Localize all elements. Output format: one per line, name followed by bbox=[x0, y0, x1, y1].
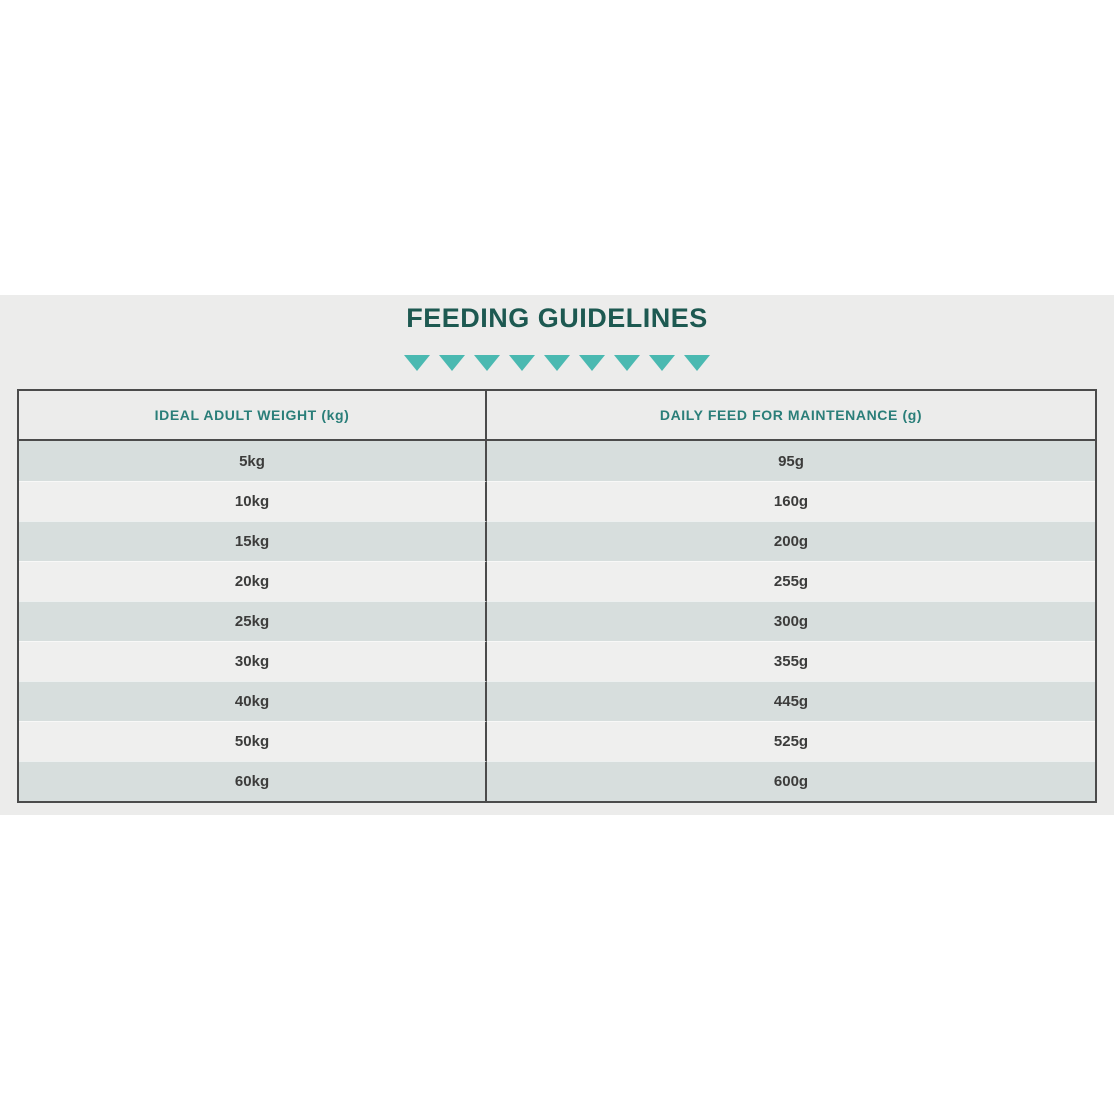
column-header-feed: DAILY FEED FOR MAINTENANCE (g) bbox=[487, 391, 1095, 439]
table-row bbox=[19, 761, 1095, 801]
feed-cell: 200g bbox=[487, 521, 1095, 561]
weight-cell: 5kg bbox=[19, 441, 487, 481]
table-header-row bbox=[19, 391, 1095, 441]
feed-cell: 95g bbox=[487, 441, 1095, 481]
weight-cell: 50kg bbox=[19, 721, 487, 761]
feed-cell: 255g bbox=[487, 561, 1095, 601]
feeding-guidelines-table bbox=[17, 389, 1097, 803]
table-row bbox=[19, 641, 1095, 681]
feed-cell: 160g bbox=[487, 481, 1095, 521]
weight-cell: 20kg bbox=[19, 561, 487, 601]
triangle-icon bbox=[509, 355, 535, 371]
table-row bbox=[19, 521, 1095, 561]
table-row bbox=[19, 441, 1095, 481]
feeding-guidelines-section bbox=[0, 295, 1114, 815]
triangle-icon bbox=[439, 355, 465, 371]
weight-cell: 10kg bbox=[19, 481, 487, 521]
triangle-icon bbox=[544, 355, 570, 371]
weight-cell: 30kg bbox=[19, 641, 487, 681]
triangle-icon bbox=[614, 355, 640, 371]
feed-cell: 355g bbox=[487, 641, 1095, 681]
triangle-icon bbox=[474, 355, 500, 371]
feed-cell: 300g bbox=[487, 601, 1095, 641]
feed-cell: 600g bbox=[487, 761, 1095, 801]
column-header-weight: IDEAL ADULT WEIGHT (kg) bbox=[19, 391, 487, 439]
triangle-icon bbox=[649, 355, 675, 371]
feed-cell: 445g bbox=[487, 681, 1095, 721]
weight-cell: 15kg bbox=[19, 521, 487, 561]
weight-cell: 40kg bbox=[19, 681, 487, 721]
triangle-icon bbox=[404, 355, 430, 371]
triangle-icon bbox=[684, 355, 710, 371]
feed-cell: 525g bbox=[487, 721, 1095, 761]
table-row bbox=[19, 721, 1095, 761]
weight-cell: 25kg bbox=[19, 601, 487, 641]
table-row bbox=[19, 561, 1095, 601]
table-row bbox=[19, 681, 1095, 721]
triangle-icon bbox=[579, 355, 605, 371]
table-row bbox=[19, 601, 1095, 641]
page-title: FEEDING GUIDELINES bbox=[406, 303, 708, 333]
table-body bbox=[19, 441, 1095, 801]
weight-cell: 60kg bbox=[19, 761, 487, 801]
table-row bbox=[19, 481, 1095, 521]
triangle-divider bbox=[0, 355, 1114, 372]
